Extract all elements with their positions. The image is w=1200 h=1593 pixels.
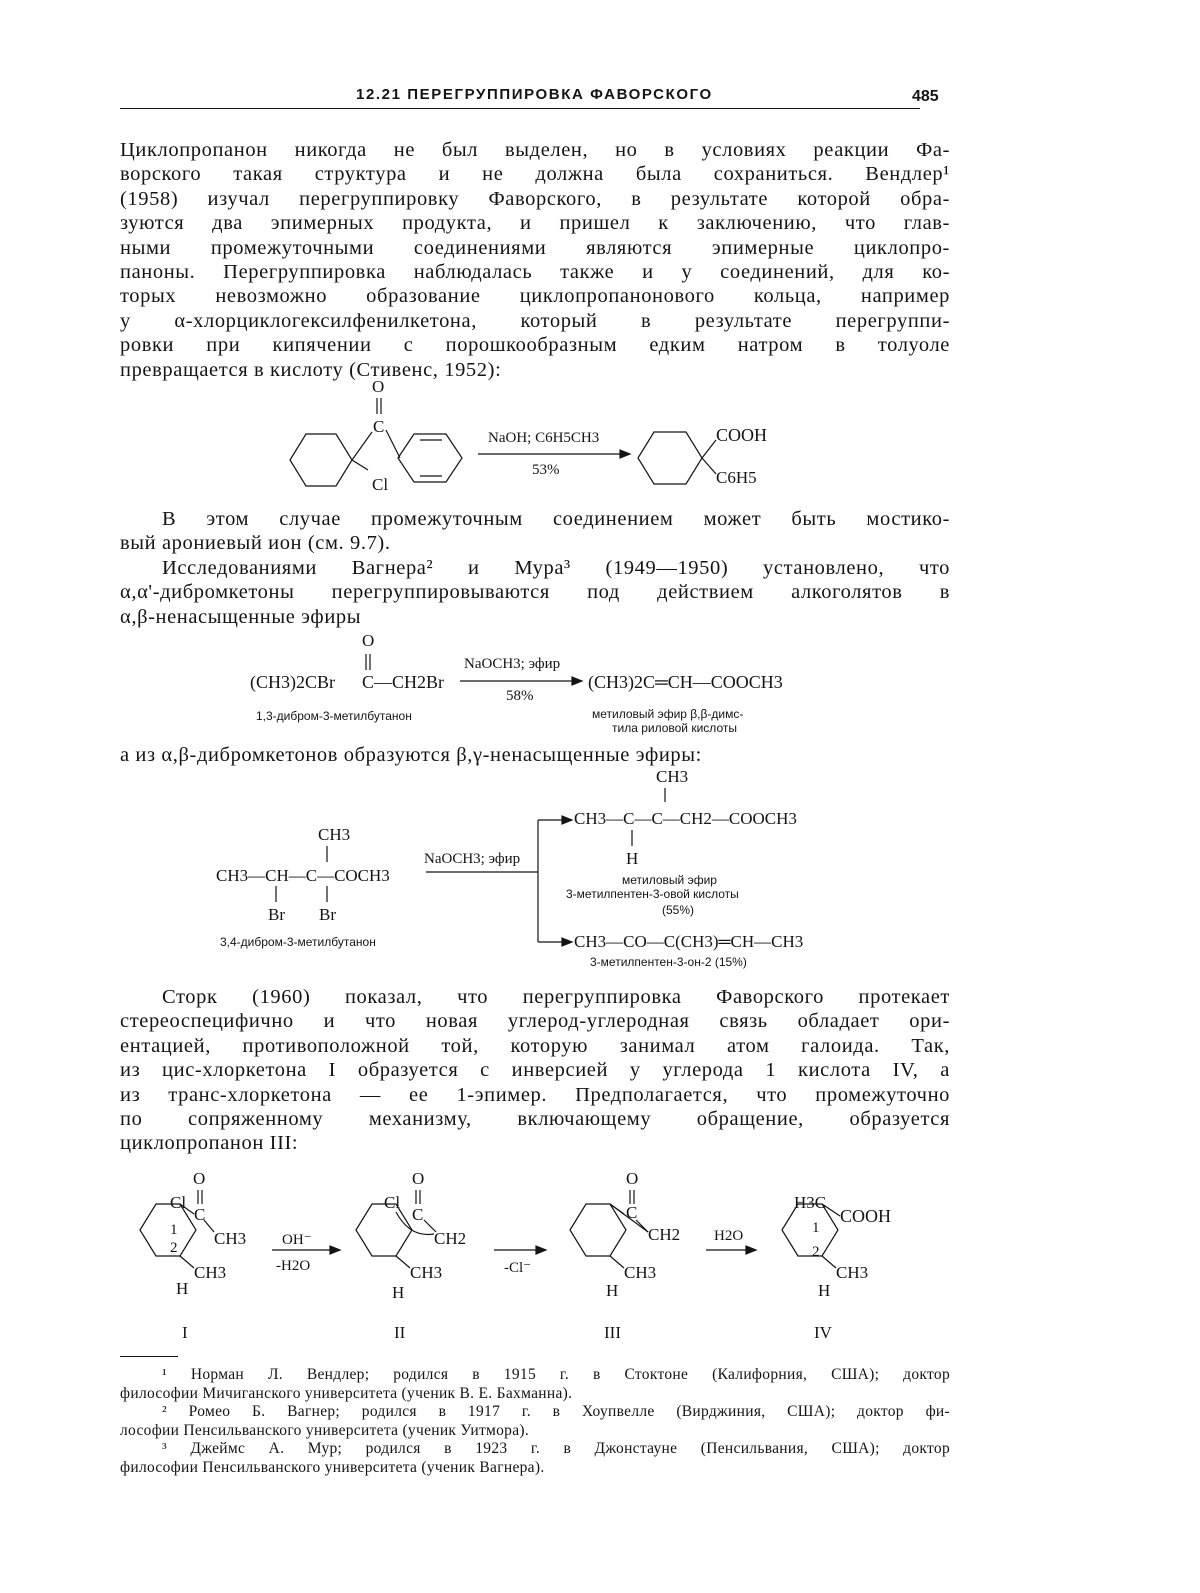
paragraph-stork <box>120 985 950 1156</box>
text-line: α,β-ненасыщенные эфиры <box>120 605 362 628</box>
reaction-scheme-dibromoketone <box>0 628 1200 738</box>
text-line: циклопропанон III: <box>120 1132 299 1155</box>
product1-main: CH3—C—C—CH2—COOCH3 <box>574 809 797 828</box>
reactant-name: 1,3-дибром-3-метилбутанон <box>256 709 412 723</box>
svg-text:CH3: CH3 <box>214 1229 247 1248</box>
reactant-left: (CH3)2CBr <box>250 672 335 692</box>
footnotes <box>120 1366 950 1478</box>
reactant-main: CH3—CH—C—COCH3 <box>216 866 390 885</box>
svg-text:H: H <box>818 1281 831 1300</box>
arrow1-top: OH⁻ <box>282 1232 312 1248</box>
reactant-right: C—CH2Br <box>362 672 445 692</box>
atom-o: O <box>372 377 385 396</box>
svg-text:Cl: Cl <box>384 1193 401 1212</box>
product: (CH3)2C═CH—COOCH3 <box>588 672 783 692</box>
product1-name-line2: 3-метилпентен-3-овой кислоты <box>566 887 739 901</box>
text-line: ными промежуточными соединениями являются эпимерные циклопро- <box>120 236 950 259</box>
arrow3-top: H2O <box>714 1228 744 1244</box>
atom-br: Br <box>268 905 285 924</box>
svg-text:H: H <box>176 1279 189 1298</box>
text-line: Циклопропанон никогда не был выделен, но в условиях реакции Фа- <box>120 139 950 161</box>
text-line: превращается в кислоту (Стивенс, 1952): <box>120 358 502 381</box>
text-line: вый арониевый ион (см. 9.7). <box>120 532 391 555</box>
reactant-name: 3,4-дибром-3-метилбутанон <box>220 935 376 949</box>
svg-text:1: 1 <box>170 1222 178 1238</box>
reactant-top-ch3: CH3 <box>318 825 351 844</box>
svg-text:1: 1 <box>812 1220 820 1236</box>
product2-main: CH3—CO—C(CH3)═CH—CH3 <box>574 932 804 951</box>
compound-iii <box>570 1169 680 1300</box>
svg-text:O: O <box>193 1169 206 1188</box>
text-line: В этом случае промежуточным соединением может быть мостико- <box>162 508 950 530</box>
svg-text:CH3: CH3 <box>624 1263 657 1282</box>
svg-text:O: O <box>626 1169 639 1188</box>
svg-text:2: 2 <box>170 1240 178 1256</box>
compound-ii <box>356 1169 466 1302</box>
arrow-yield: 53% <box>532 462 560 478</box>
footnote-line: ³ Джеймс А. Мур; родился в 1923 г. в Джонстауне (Пенсильвания, США); доктор <box>162 1440 950 1458</box>
svg-text:CH2: CH2 <box>434 1229 467 1248</box>
footnote-line: лософии Пенсильванского университета (ученик Уитмора). <box>120 1421 530 1439</box>
product-name-line2: тила риловой кислоты <box>612 721 737 735</box>
group-cooh: COOH <box>716 425 768 445</box>
footnote-line: философии Пенсильванского университета (ученик Вагнера). <box>120 1458 545 1476</box>
reaction-scheme-branch <box>0 766 1200 976</box>
atom-o: O <box>362 631 375 650</box>
text-line: торых невозможно образование циклопропанонового кольца, например <box>120 285 950 308</box>
svg-text:2: 2 <box>812 1244 820 1260</box>
svg-text:Cl: Cl <box>170 1193 187 1212</box>
compound-i <box>140 1169 246 1298</box>
text-line: паноны. Перегруппировка наблюдалась также и у соединений, для ко- <box>120 261 950 284</box>
svg-text:COOH: COOH <box>840 1206 892 1226</box>
text-line: ворского такая структура и не должна была сохраниться. Вендлер¹ <box>120 163 950 186</box>
arrow-yield: 58% <box>506 688 534 704</box>
svg-text:H: H <box>392 1283 405 1302</box>
reaction-scheme-stevens <box>0 370 1200 500</box>
text-line: а из α,β-дибромкетонов образуются β,γ-ненасыщенные эфиры: <box>120 744 702 766</box>
text-line: (1958) изучал перегруппировку Фаворского, в результате которой обра- <box>120 187 950 210</box>
svg-text:CH2: CH2 <box>648 1225 681 1244</box>
text-line: из транс-хлоркетона — ее 1-эпимер. Предполагается, что промежуточно <box>120 1083 950 1106</box>
arrow-reagent: NaOH; C6H5CH3 <box>488 430 600 446</box>
compound-iv <box>782 1193 891 1300</box>
text-line: ентацией, противоположной той, которую занимал атом галоида. Так, <box>120 1034 950 1057</box>
arrow1-bottom: -H2O <box>276 1258 311 1274</box>
footnote-rule <box>120 1356 178 1357</box>
phenyl-ring <box>398 434 462 482</box>
arrow-reagent: NaOCH3; эфир <box>464 656 561 672</box>
text-line: Исследованиями Вагнера² и Мура³ (1949—1950) установлено, что <box>162 556 950 579</box>
product1-top-ch3: CH3 <box>656 767 689 786</box>
product-name-line1: метиловый эфир β,β-димс- <box>592 707 744 721</box>
product1-name-line3: (55%) <box>662 903 695 917</box>
label-iii: III <box>604 1323 621 1342</box>
product1-name-line1: метиловый эфир <box>622 873 717 887</box>
svg-text:CH3: CH3 <box>410 1263 443 1282</box>
svg-text:O: O <box>412 1169 425 1188</box>
text-line: зуются два эпимерных продукта, и пришел к заключению, что глав- <box>120 212 950 235</box>
paragraph-beta-gamma <box>120 743 950 767</box>
text-line: α,α'-дибромкетоны перегруппировываются под действием алкоголятов в <box>120 581 950 604</box>
text-line: стереоспецифично и что новая углерод-углеродная связь обладает ори- <box>120 1010 950 1033</box>
text-line: у α-хлорциклогексилфенилкетона, который в результате перегруппи- <box>120 309 950 332</box>
svg-text:CH3: CH3 <box>836 1263 869 1282</box>
footnote-line: философии Мичиганского университета (ученик В. Е. Бахманна). <box>120 1384 573 1402</box>
cyclohexane-ring-product <box>638 432 702 484</box>
running-header-title: 12.21 ПЕРЕГРУППИРОВКА ФАВОРСКОГО <box>356 86 713 103</box>
product1-h: H <box>626 849 639 868</box>
group-c6h5: C6H5 <box>716 468 757 487</box>
text-line: из цис-хлоркетона I образуется с инверсией у углерода 1 кислота IV, а <box>120 1059 950 1082</box>
atom-c: C <box>373 417 385 436</box>
paragraph-wagner-moore <box>120 507 950 629</box>
svg-text:C: C <box>412 1205 424 1224</box>
arrow-reagent: NaOCH3; эфир <box>424 851 521 867</box>
reaction-scheme-stork <box>0 1168 1200 1348</box>
product2-name: 3-метилпентен-3-он-2 (15%) <box>590 955 747 969</box>
text-line: Сторк (1960) показал, что перегруппировка Фаворского протекает <box>162 986 950 1008</box>
label-i: I <box>182 1323 188 1342</box>
paragraph-cyclopropanone <box>120 138 950 382</box>
text-line: ровки при кипячении с порошкообразным едким натром в толуоле <box>120 334 950 357</box>
page-number: 485 <box>912 88 939 105</box>
label-ii: II <box>394 1323 406 1342</box>
header-rule <box>120 108 920 109</box>
atom-br: Br <box>319 905 336 924</box>
label-iv: IV <box>814 1323 832 1342</box>
svg-text:CH3: CH3 <box>194 1263 227 1282</box>
svg-text:H: H <box>606 1281 619 1300</box>
svg-text:C: C <box>626 1203 638 1222</box>
arrow2-bottom: -Cl⁻ <box>504 1260 532 1276</box>
text-line: по сопряженному механизму, включающему обращение, образуется <box>120 1108 950 1131</box>
cyclohexane-ring <box>290 434 352 486</box>
svg-text:H3C: H3C <box>794 1193 827 1212</box>
svg-text:C: C <box>194 1205 206 1224</box>
footnote-line: ² Ромео Б. Вагнер; родился в 1917 г. в Хоупвелле (Вирджиния, США); доктор фи- <box>162 1403 950 1421</box>
footnote-line: ¹ Норман Л. Вендлер; родился в 1915 г. в Стоктоне (Калифорния, США); доктор <box>162 1366 950 1383</box>
atom-cl: Cl <box>372 475 389 494</box>
